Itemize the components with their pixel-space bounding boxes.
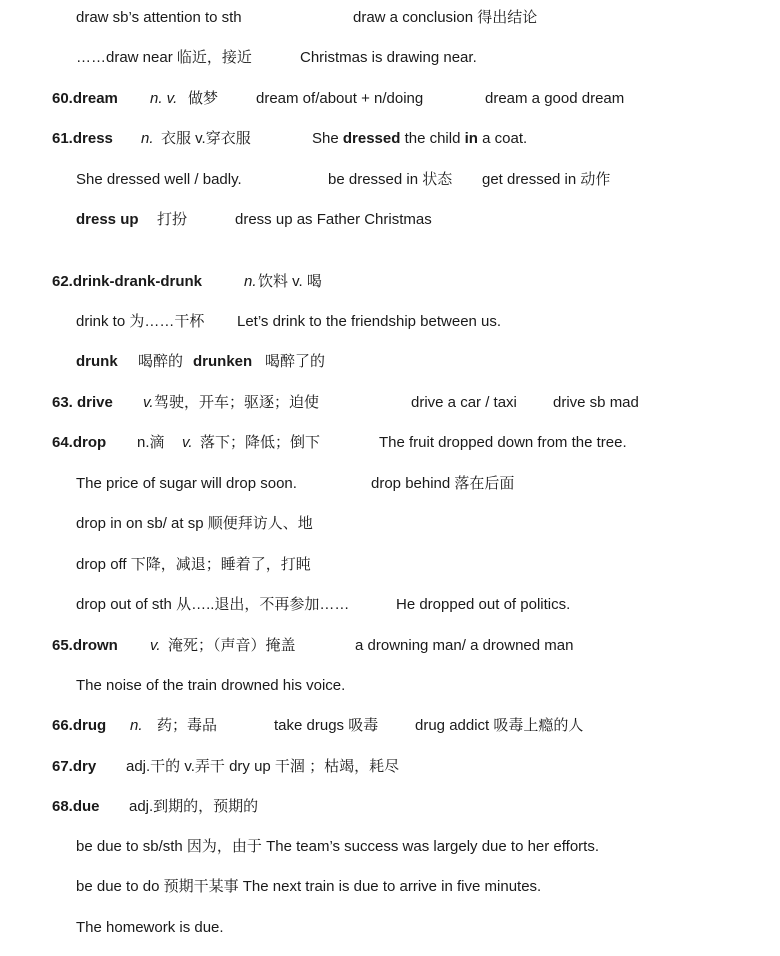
phrase: dream a good dream — [485, 90, 625, 107]
entry-headword: 62.drink-drank-drunk — [52, 273, 203, 290]
phrase: drug addict 吸毒上瘾的人 — [415, 717, 584, 734]
entry-headword: 68.due — [52, 798, 100, 815]
example-sentence: She dressed well / badly. — [76, 171, 242, 188]
definition: 药；毒品 — [157, 717, 218, 734]
phrase: drunk — [76, 353, 118, 370]
sentence-part: dressed — [342, 130, 401, 147]
sentence-part: in — [464, 130, 478, 147]
sentence-part: a coat. — [477, 130, 528, 147]
example-sentence: He dropped out of politics. — [396, 596, 571, 613]
definition: 饮料 v. 喝 — [258, 273, 322, 290]
sentence-part: She — [312, 130, 343, 147]
entry-headword: 63. drive — [52, 394, 113, 411]
entry-headword: 64.drop — [52, 434, 107, 451]
phrase: dream of/about + n/doing — [256, 90, 424, 107]
example-sentence: Christmas is drawing near. — [300, 49, 477, 66]
definition: 做梦 — [188, 90, 219, 107]
part-of-speech: v. — [182, 434, 193, 451]
example-sentence — [312, 129, 527, 149]
entry-headword: 65.drown — [52, 637, 118, 654]
phrase: drive a car / taxi — [411, 394, 517, 411]
phrase: get dressed in 动作 — [482, 171, 611, 188]
phrase: a drowning man/ a drowned man — [355, 637, 574, 654]
definition: 喝醉的 — [138, 353, 184, 370]
phrase: drop off 下降，减退；睡着了，打盹 — [76, 556, 311, 573]
entry-headword: 66.drug — [52, 717, 107, 734]
entry-headword: 67.dry — [52, 758, 97, 775]
part-of-speech: n. — [130, 717, 143, 734]
phrase: be dressed in 状态 — [328, 171, 453, 188]
example-sentence: The noise of the train drowned his voice. — [76, 677, 346, 694]
phrase: drunken — [193, 353, 253, 370]
phrase: drop behind 落在后面 — [371, 475, 515, 492]
phrase: draw a conclusion 得出结论 — [353, 9, 538, 26]
part-of-speech: v. — [143, 394, 154, 411]
definition: n.滴 — [137, 434, 165, 451]
phrase: be due to sb/sth 因为，由于 The team’s success was largely due to her efforts. — [76, 838, 600, 855]
phrase: be due to do 预期干某事 The next train is due to arrive in five minutes. — [76, 878, 542, 895]
phrase: drop out of sth 从…..退出，不再参加…… — [76, 596, 350, 613]
definition: 衣服 v.穿衣服 — [161, 130, 251, 147]
definition: 打扮 — [157, 211, 188, 228]
example-sentence: The price of sugar will drop soon. — [76, 475, 297, 492]
definition: 落下；降低；倒下 — [200, 434, 321, 451]
part-of-speech: n. v. — [150, 90, 178, 107]
phrase: ……draw near 临近，接近 — [76, 49, 252, 66]
part-of-speech: n. — [244, 273, 257, 290]
definition: 喝醉了的 — [265, 353, 326, 370]
phrase: drink to 为……干杯 — [76, 313, 205, 330]
definition: 淹死；（声音）掩盖 — [168, 637, 296, 654]
example-sentence: The fruit dropped down from the tree. — [379, 434, 627, 451]
phrase: take drugs 吸毒 — [274, 717, 379, 734]
example-sentence: The homework is due. — [76, 919, 224, 936]
sentence-part: the child — [400, 130, 465, 147]
phrase: dress up as Father Christmas — [235, 211, 432, 228]
definition: adj.到期的，预期的 — [129, 798, 259, 815]
definition: 驾驶，开车；驱逐；迫使 — [154, 394, 320, 411]
phrase: draw sb’s attention to sth — [76, 9, 242, 26]
definition: adj.干的 v.弄干 dry up 干涸 ；枯竭，耗尽 — [126, 758, 400, 775]
part-of-speech: v. — [150, 637, 161, 654]
phrase: drive sb mad — [553, 394, 639, 411]
phrase: dress up — [76, 211, 139, 228]
phrase: drop in on sb/ at sp 顺便拜访人、地 — [76, 515, 313, 532]
entry-headword: 60.dream — [52, 90, 118, 107]
entry-headword: 61.dress — [52, 130, 113, 147]
example-sentence: Let’s drink to the friendship between us. — [237, 313, 502, 330]
part-of-speech: n. — [141, 130, 154, 147]
